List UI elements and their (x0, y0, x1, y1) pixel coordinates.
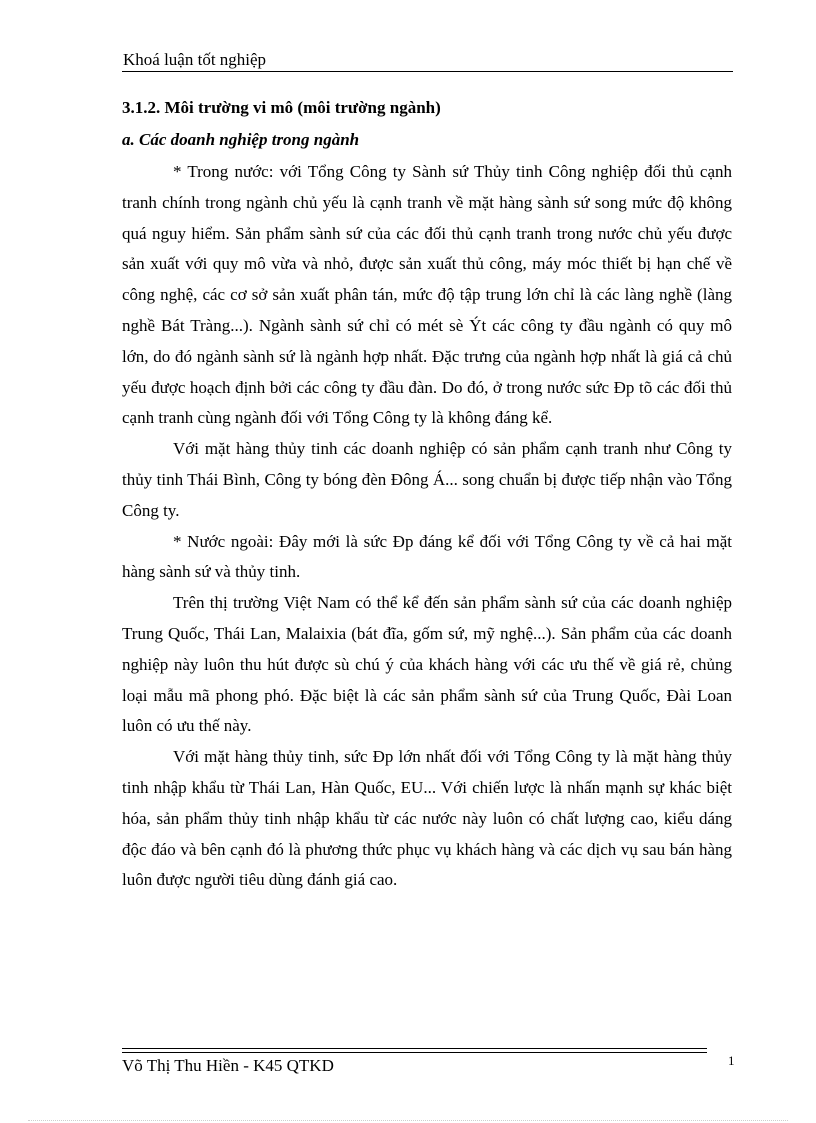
footer-divider-second (122, 1052, 707, 1053)
footer-divider (122, 1048, 707, 1049)
header-divider (122, 71, 733, 72)
body-text (122, 157, 732, 896)
footer-author: Võ Thị Thu Hiền - K45 QTKD (122, 1056, 334, 1075)
section-heading: 3.1.2. Môi trường vi mô (môi trường ngành) (122, 98, 441, 117)
page-bottom-edge (28, 1120, 788, 1121)
paragraph-foreign: * Nước ngoài: Đây mới là sức Ðp đáng kể đối với Tổng Công ty về cả hai mặt hàng sành sứ và thủy tinh. (122, 531, 732, 582)
paragraph-glass-imports: Với mặt hàng thủy tinh, sức Ðp lớn nhất đối với Tổng Công ty là mặt hàng thủy tinh nhập khẩu từ Thái Lan, Hàn Quốc, EU... Với chiến lược là nhấn mạnh sự khác biệt hóa, sản phẩm thủy tinh nhập khẩu từ các nước này luôn có chất lượng cao, kiểu dáng độc đáo và bên cạnh đó là phương thức phục vụ khách hàng và các dịch vụ sau bán hàng luôn được người tiêu dùng đánh giá cao. (122, 747, 732, 890)
paragraph-domestic: * Trong nước: với Tổng Công ty Sành sứ Thủy tinh Công nghiệp đối thủ cạnh tranh chính trong ngành chủ yếu là cạnh tranh về mặt hàng sành sứ song mức độ không quá nguy hiểm. Sản phẩm sành sứ của các đối thủ cạnh tranh trong nước chủ yếu được sản xuất với quy mô vừa và nhỏ, được sản xuất thủ công, máy móc thiết bị hạn chế về công nghệ, các cơ sở sản xuất phân tán, mức độ tập trung lớn chỉ là các làng nghề (làng nghề Bát Tràng...). Ngành sành sứ chỉ có mét sè Ýt các công ty đầu ngành có quy mô lớn, do đó ngành sành sứ là ngành hợp nhất. Đặc trưng của ngành hợp nhất là giá cả chủ yếu được hoạch định bởi các công ty đầu đàn. Do đó, ở trong nước sức Ðp tõ các đối thủ cạnh tranh cùng ngành đối với Tổng Công ty là không đáng kể. (122, 162, 732, 428)
paragraph-glass-domestic: Với mặt hàng thủy tinh các doanh nghiệp có sản phẩm cạnh tranh như Công ty thủy tinh Thái Bình, Công ty bóng đèn Đông Á... song chuẩn bị được tiếp nhận vào Tổng Công ty. (122, 439, 732, 520)
subsection-heading: a. Các doanh nghiệp trong ngành (122, 130, 360, 149)
paragraph-vietnam-market: Trên thị trường Việt Nam có thể kể đến sản phẩm sành sứ của các doanh nghiệp Trung Quốc, Thái Lan, Malaixia (bát đĩa, gốm sứ, mỹ nghệ...). Sản phẩm của các doanh nghiệp này luôn thu hút được sù chú ý của khách hàng với các ưu thế về giá rẻ, chủng loại mẫu mã phong phó. Đặc biệt là các sản phẩm sành sứ của Trung Quốc, Đài Loan luôn có ưu thế này. (122, 593, 732, 736)
page-header-title: Khoá luận tốt nghiệp (123, 50, 267, 69)
page-number: 1 (728, 1053, 735, 1068)
